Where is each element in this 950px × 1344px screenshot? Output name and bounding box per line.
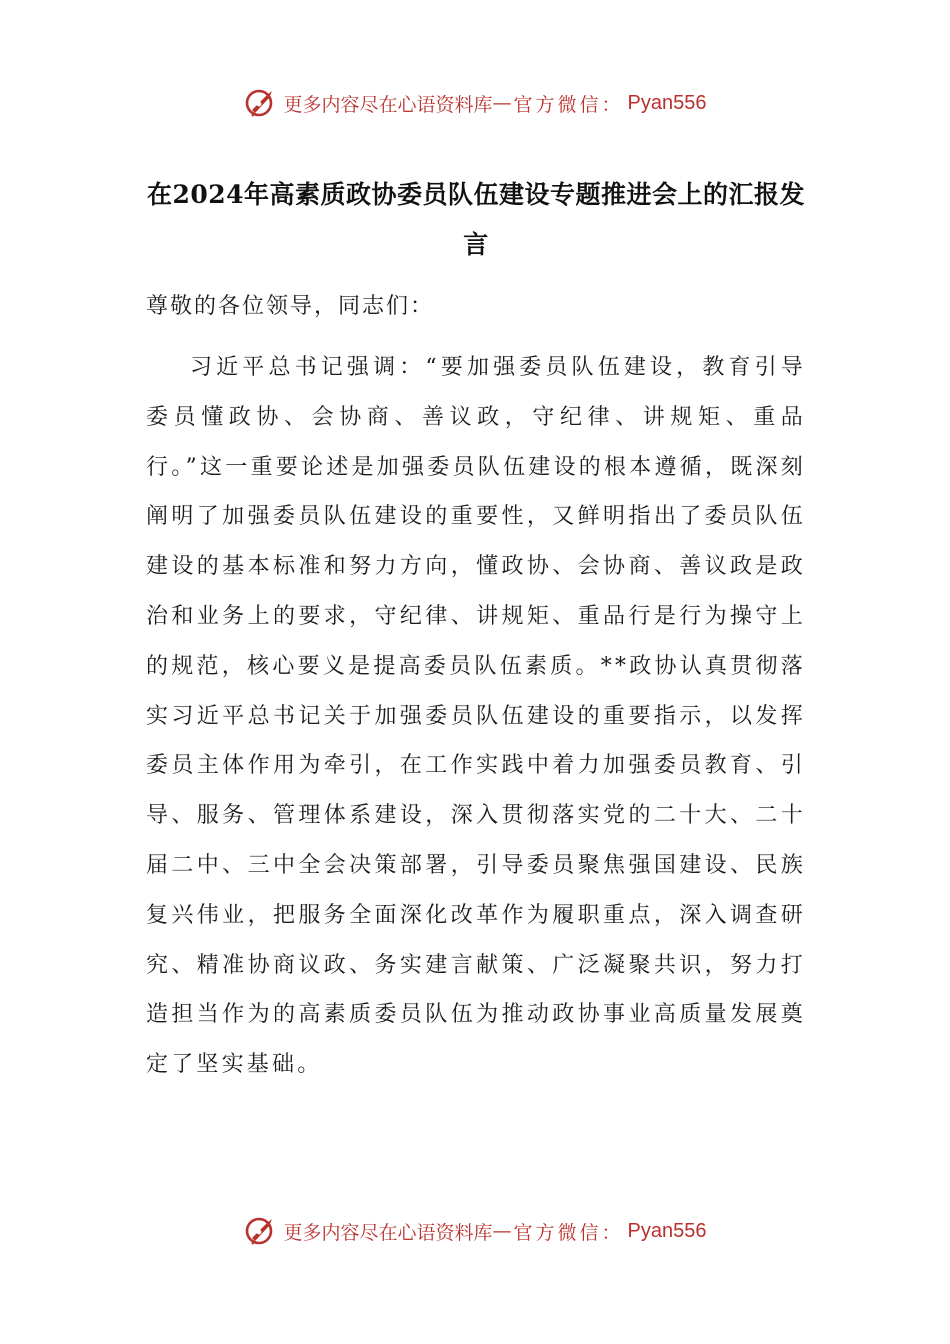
banner-wechat-id: Pyan556 xyxy=(627,91,707,114)
banner-site-text: 更多内容尽在心语资料库 xyxy=(283,93,493,116)
banner-dash: — xyxy=(492,1220,512,1242)
banner-wechat-id: Pyan556 xyxy=(627,1219,707,1242)
pen-logo-icon xyxy=(244,86,278,120)
banner-wechat-label: 官方微信： xyxy=(513,1221,624,1244)
pen-logo-icon xyxy=(244,1214,278,1248)
salutation: 尊敬的各位领导，同志们： xyxy=(146,294,435,319)
banner-wechat-label: 官方微信： xyxy=(513,93,624,116)
banner-site-text: 更多内容尽在心语资料库 xyxy=(283,1221,493,1244)
header-banner xyxy=(0,81,950,125)
footer-banner xyxy=(0,1209,950,1253)
document-title: 在2024年高素质政协委员队伍建设专题推进会上的汇报发言 xyxy=(146,180,806,259)
body-paragraph: 习近平总书记强调：“要加强委员队伍建设，教育引导委员懂政协、会协商、善议政，守纪律、讲规矩、重品行。”这一重要论述是加强委员队伍建设的根本遵循，既深刻阐明了加强委员队伍建设的重要性，又鲜明指出了委员队伍建设的基本标准和努力方向，懂政协、会协商、善议政是政治和业务上的要求，守纪律、讲规矩、重品行是行为操守上的规范，核心要义是提高委员队伍素质。**政协认真贯彻落实习近平总书记关于加强委员队伍建设的重要指示，以发挥委员主体作用为牵引，在工作实践中着力加强委员教育、引导、服务、管理体系建设，深入贯彻落实党的二十大、二十届二中、三中全会决策部署，引导委员聚焦强国建设、民族复兴伟业，把服务全面深化改革作为履职重点，深入调查研究、精准协商议政、务实建言献策、广泛凝聚共识，努力打造担当作为的高素质委员队伍为推动政协事业高质量发展奠定了坚实基础。 xyxy=(146,355,806,1078)
banner-dash: — xyxy=(492,92,512,114)
